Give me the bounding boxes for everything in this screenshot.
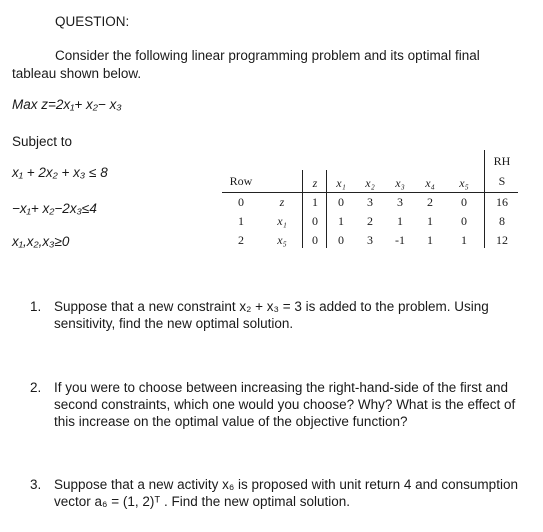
rule-before-rhs <box>484 150 485 248</box>
rule-after-z <box>326 170 327 248</box>
row-0-x4: 2 <box>427 195 433 209</box>
question-1-text: Suppose that a new constraint x₂ + x₃ = 3 is added to the problem. Using sensitivity, find the new optimal solution. <box>54 299 489 331</box>
row-2-rhs: 12 <box>496 233 508 247</box>
row-0-basic: z <box>279 195 285 209</box>
row-2-x3: -1 <box>395 233 405 247</box>
header-rule <box>222 192 518 193</box>
row-0-number: 0 <box>238 195 244 209</box>
constraint-nonnegativity: x₁,x₂,x₃≥0 <box>12 234 70 249</box>
row-0-x5: 0 <box>461 195 467 209</box>
row-header: Row <box>229 174 253 188</box>
row-2-z: 0 <box>312 233 318 247</box>
row-1-x1: 1 <box>338 214 344 228</box>
row-1-x2: 2 <box>367 214 373 228</box>
row-0-z: 1 <box>312 195 318 209</box>
row-2-x5: 1 <box>461 233 467 247</box>
optimal-tableau <box>222 150 518 246</box>
row-2-basic: x₅ <box>277 233 287 247</box>
col-header-x1: x₁ <box>336 176 346 190</box>
row-1-x5: 0 <box>461 214 467 228</box>
row-2-number: 2 <box>238 233 244 247</box>
question-2-number: 2. <box>30 380 42 395</box>
row-0-x1: 0 <box>338 195 344 209</box>
row-1-basic: x₁ <box>277 214 287 228</box>
row-2-x4: 1 <box>427 233 433 247</box>
rule-after-basic <box>302 170 303 248</box>
row-1-x3: 1 <box>397 214 403 228</box>
col-header-x5: x₅ <box>459 176 469 190</box>
rhs-header-bottom: S <box>498 174 506 188</box>
row-1-z: 0 <box>312 214 318 228</box>
row-0-x2: 3 <box>367 195 373 209</box>
question-3-text: Suppose that a new activity x₆ is proposed with unit return 4 and consumption vector a₆ = (1, 2)ᵀ . Find the new optimal solution. <box>54 477 518 509</box>
col-header-x3: x₃ <box>395 176 405 190</box>
question-1-number: 1. <box>30 299 42 314</box>
col-header-x2: x₂ <box>365 176 375 190</box>
question-heading: QUESTION: <box>55 14 130 29</box>
rhs-header-top: RH <box>493 154 511 168</box>
intro-text-line-1: Consider the following linear programming problem and its optimal final <box>55 48 480 63</box>
col-header-z: z <box>312 176 318 190</box>
objective-function: Max z=2x₁+ x₂− x₃ <box>12 97 122 112</box>
row-0-rhs: 16 <box>496 195 508 209</box>
row-2-x1: 0 <box>338 233 344 247</box>
constraint-1: x₁ + 2x₂ + x₃ ≤ 8 <box>12 165 108 180</box>
subject-to-label: Subject to <box>12 134 73 149</box>
row-1-rhs: 8 <box>499 214 505 228</box>
constraint-2: −x₁+ x₂−2x₃≤4 <box>12 201 97 216</box>
question-3-number: 3. <box>30 477 42 492</box>
row-2-x2: 3 <box>367 233 373 247</box>
row-1-number: 1 <box>238 214 244 228</box>
intro-text-line-2: tableau shown below. <box>12 66 142 81</box>
row-0-x3: 3 <box>397 195 403 209</box>
row-1-x4: 1 <box>427 214 433 228</box>
question-2-text: If you were to choose between increasing the right-hand-side of the first and second constraints, which one would you choose? Why? What is the effect of this increase on the optimal value of the objective function? <box>54 380 516 429</box>
col-header-x4: x₄ <box>425 176 435 190</box>
